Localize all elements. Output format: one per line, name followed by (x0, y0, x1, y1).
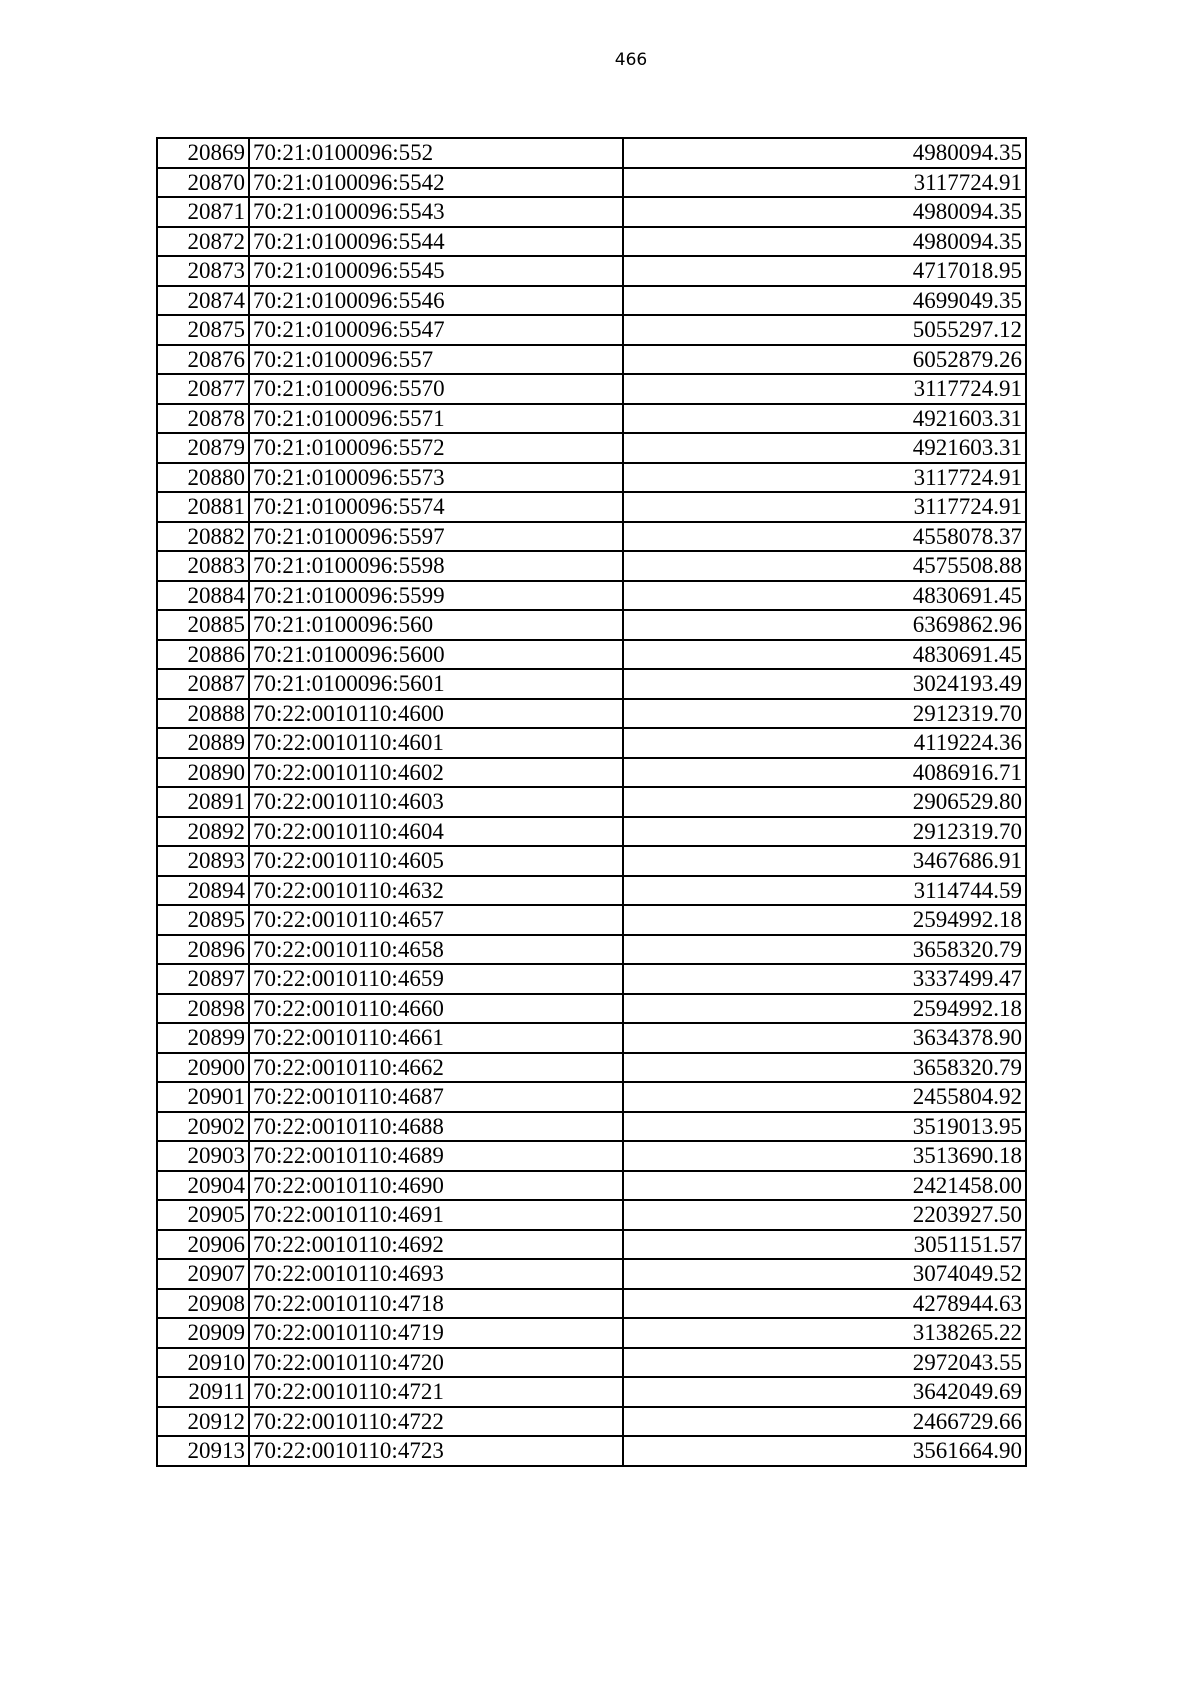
cadastral-value-cell: 4717018.95 (623, 256, 1026, 286)
cadastral-number-cell: 70:21:0100096:5547 (249, 315, 623, 345)
cadastral-value-cell: 2906529.80 (623, 787, 1026, 817)
cadastral-value-cell: 2455804.92 (623, 1082, 1026, 1112)
cadastral-value-cell: 6052879.26 (623, 345, 1026, 375)
cadastral-number-cell: 70:21:0100096:5543 (249, 197, 623, 227)
table-row (157, 492, 1026, 522)
cadastral-value-cell: 4830691.45 (623, 581, 1026, 611)
cadastral-value-cell: 6369862.96 (623, 610, 1026, 640)
cadastral-number-cell: 70:22:0010110:4722 (249, 1407, 623, 1437)
cadastral-value-cell: 2421458.00 (623, 1171, 1026, 1201)
table-row (157, 817, 1026, 847)
table-row (157, 551, 1026, 581)
table-row (157, 1171, 1026, 1201)
row-number-cell: 20882 (157, 522, 249, 552)
row-number-cell: 20911 (157, 1377, 249, 1407)
row-number-cell: 20875 (157, 315, 249, 345)
cadastral-value-cell: 4921603.31 (623, 404, 1026, 434)
cadastral-number-cell: 70:22:0010110:4661 (249, 1023, 623, 1053)
table-row (157, 286, 1026, 316)
row-number-cell: 20874 (157, 286, 249, 316)
table-row (157, 728, 1026, 758)
cadastral-value-cell: 4278944.63 (623, 1289, 1026, 1319)
cadastral-number-cell: 70:22:0010110:4688 (249, 1112, 623, 1142)
row-number-cell: 20876 (157, 345, 249, 375)
table-row (157, 197, 1026, 227)
cadastral-value-cell: 3467686.91 (623, 846, 1026, 876)
table-row (157, 1082, 1026, 1112)
cadastral-number-cell: 70:21:0100096:5574 (249, 492, 623, 522)
row-number-cell: 20906 (157, 1230, 249, 1260)
cadastral-number-cell: 70:22:0010110:4600 (249, 699, 623, 729)
row-number-cell: 20888 (157, 699, 249, 729)
table-row (157, 345, 1026, 375)
row-number-cell: 20901 (157, 1082, 249, 1112)
table-row (157, 1230, 1026, 1260)
row-number-cell: 20880 (157, 463, 249, 493)
row-number-cell: 20900 (157, 1053, 249, 1083)
table-row (157, 640, 1026, 670)
row-number-cell: 20881 (157, 492, 249, 522)
row-number-cell: 20913 (157, 1436, 249, 1466)
row-number-cell: 20893 (157, 846, 249, 876)
cadastral-value-cell: 3051151.57 (623, 1230, 1026, 1260)
row-number-cell: 20912 (157, 1407, 249, 1437)
table-row (157, 1200, 1026, 1230)
cadastral-number-cell: 70:22:0010110:4604 (249, 817, 623, 847)
row-number-cell: 20896 (157, 935, 249, 965)
table-row (157, 1407, 1026, 1437)
cadastral-number-cell: 70:22:0010110:4718 (249, 1289, 623, 1319)
cadastral-value-cell: 4558078.37 (623, 522, 1026, 552)
cadastral-value-cell: 4575508.88 (623, 551, 1026, 581)
row-number-cell: 20885 (157, 610, 249, 640)
cadastral-value-cell: 4699049.35 (623, 286, 1026, 316)
cadastral-value-cell: 3634378.90 (623, 1023, 1026, 1053)
table-row (157, 1377, 1026, 1407)
table-row (157, 256, 1026, 286)
cadastral-number-cell: 70:22:0010110:4687 (249, 1082, 623, 1112)
cadastral-number-cell: 70:22:0010110:4691 (249, 1200, 623, 1230)
table-row (157, 699, 1026, 729)
row-number-cell: 20891 (157, 787, 249, 817)
row-number-cell: 20903 (157, 1141, 249, 1171)
cadastral-number-cell: 70:22:0010110:4662 (249, 1053, 623, 1083)
table-row (157, 994, 1026, 1024)
cadastral-value-cell: 4830691.45 (623, 640, 1026, 670)
cadastral-value-cell: 4119224.36 (623, 728, 1026, 758)
table-row (157, 905, 1026, 935)
cadastral-number-cell: 70:22:0010110:4605 (249, 846, 623, 876)
cadastral-value-cell: 3117724.91 (623, 168, 1026, 198)
cadastral-number-cell: 70:21:0100096:5601 (249, 669, 623, 699)
row-number-cell: 20889 (157, 728, 249, 758)
cadastral-value-cell: 3519013.95 (623, 1112, 1026, 1142)
table-row (157, 964, 1026, 994)
cadastral-value-cell: 2594992.18 (623, 994, 1026, 1024)
cadastral-number-cell: 70:21:0100096:5600 (249, 640, 623, 670)
row-number-cell: 20887 (157, 669, 249, 699)
cadastral-number-cell: 70:21:0100096:552 (249, 138, 623, 168)
row-number-cell: 20877 (157, 374, 249, 404)
cadastral-value-cell: 3117724.91 (623, 463, 1026, 493)
table-row (157, 433, 1026, 463)
cadastral-number-cell: 70:22:0010110:4601 (249, 728, 623, 758)
cadastral-number-cell: 70:21:0100096:557 (249, 345, 623, 375)
cadastral-value-cell: 3114744.59 (623, 876, 1026, 906)
cadastral-number-cell: 70:22:0010110:4689 (249, 1141, 623, 1171)
cadastral-number-cell: 70:21:0100096:5571 (249, 404, 623, 434)
cadastral-number-cell: 70:21:0100096:5573 (249, 463, 623, 493)
row-number-cell: 20908 (157, 1289, 249, 1319)
cadastral-number-cell: 70:21:0100096:5597 (249, 522, 623, 552)
row-number-cell: 20898 (157, 994, 249, 1024)
table-row (157, 1259, 1026, 1289)
table-row (157, 315, 1026, 345)
cadastral-value-cell: 3658320.79 (623, 1053, 1026, 1083)
cadastral-number-cell: 70:22:0010110:4720 (249, 1348, 623, 1378)
cadastral-number-cell: 70:22:0010110:4602 (249, 758, 623, 788)
cadastral-number-cell: 70:22:0010110:4658 (249, 935, 623, 965)
row-number-cell: 20904 (157, 1171, 249, 1201)
cadastral-value-cell: 3117724.91 (623, 492, 1026, 522)
cadastral-number-cell: 70:22:0010110:4657 (249, 905, 623, 935)
table-row (157, 1436, 1026, 1466)
row-number-cell: 20883 (157, 551, 249, 581)
cadastral-value-table (156, 137, 1027, 1467)
cadastral-number-cell: 70:22:0010110:4660 (249, 994, 623, 1024)
cadastral-value-cell: 2972043.55 (623, 1348, 1026, 1378)
cadastral-number-cell: 70:22:0010110:4603 (249, 787, 623, 817)
cadastral-value-cell: 5055297.12 (623, 315, 1026, 345)
table-row (157, 935, 1026, 965)
cadastral-value-cell: 2203927.50 (623, 1200, 1026, 1230)
table-row (157, 758, 1026, 788)
table-row (157, 581, 1026, 611)
cadastral-number-cell: 70:22:0010110:4719 (249, 1318, 623, 1348)
table-row (157, 1112, 1026, 1142)
cadastral-number-cell: 70:21:0100096:5599 (249, 581, 623, 611)
cadastral-value-cell: 3658320.79 (623, 935, 1026, 965)
table-row (157, 846, 1026, 876)
cadastral-value-cell: 4980094.35 (623, 138, 1026, 168)
cadastral-number-cell: 70:22:0010110:4659 (249, 964, 623, 994)
table-row (157, 168, 1026, 198)
row-number-cell: 20899 (157, 1023, 249, 1053)
row-number-cell: 20909 (157, 1318, 249, 1348)
row-number-cell: 20870 (157, 168, 249, 198)
row-number-cell: 20879 (157, 433, 249, 463)
table-row (157, 610, 1026, 640)
table-row (157, 1053, 1026, 1083)
table-body (157, 138, 1026, 1466)
cadastral-value-cell: 4980094.35 (623, 227, 1026, 257)
row-number-cell: 20902 (157, 1112, 249, 1142)
cadastral-value-cell: 3138265.22 (623, 1318, 1026, 1348)
cadastral-number-cell: 70:21:0100096:5572 (249, 433, 623, 463)
cadastral-number-cell: 70:21:0100096:5542 (249, 168, 623, 198)
table-row (157, 1318, 1026, 1348)
cadastral-value-cell: 3513690.18 (623, 1141, 1026, 1171)
row-number-cell: 20892 (157, 817, 249, 847)
page-number: 466 (614, 50, 648, 70)
table-row (157, 227, 1026, 257)
cadastral-number-cell: 70:21:0100096:5570 (249, 374, 623, 404)
cadastral-value-cell: 2912319.70 (623, 817, 1026, 847)
row-number-cell: 20886 (157, 640, 249, 670)
row-number-cell: 20894 (157, 876, 249, 906)
table-row (157, 1289, 1026, 1319)
cadastral-value-cell: 3561664.90 (623, 1436, 1026, 1466)
cadastral-value-cell: 3074049.52 (623, 1259, 1026, 1289)
cadastral-value-cell: 3024193.49 (623, 669, 1026, 699)
row-number-cell: 20895 (157, 905, 249, 935)
cadastral-number-cell: 70:22:0010110:4632 (249, 876, 623, 906)
row-number-cell: 20878 (157, 404, 249, 434)
cadastral-number-cell: 70:22:0010110:4723 (249, 1436, 623, 1466)
cadastral-value-cell: 2912319.70 (623, 699, 1026, 729)
table-row (157, 669, 1026, 699)
cadastral-number-cell: 70:22:0010110:4690 (249, 1171, 623, 1201)
cadastral-value-cell: 4086916.71 (623, 758, 1026, 788)
row-number-cell: 20907 (157, 1259, 249, 1289)
row-number-cell: 20897 (157, 964, 249, 994)
cadastral-number-cell: 70:22:0010110:4692 (249, 1230, 623, 1260)
table-row (157, 522, 1026, 552)
row-number-cell: 20871 (157, 197, 249, 227)
cadastral-number-cell: 70:21:0100096:5546 (249, 286, 623, 316)
row-number-cell: 20890 (157, 758, 249, 788)
row-number-cell: 20873 (157, 256, 249, 286)
cadastral-number-cell: 70:22:0010110:4721 (249, 1377, 623, 1407)
cadastral-number-cell: 70:21:0100096:5598 (249, 551, 623, 581)
table-row (157, 463, 1026, 493)
table-row (157, 1023, 1026, 1053)
cadastral-value-cell: 3337499.47 (623, 964, 1026, 994)
table-row (157, 1348, 1026, 1378)
table-row (157, 787, 1026, 817)
cadastral-value-cell: 4921603.31 (623, 433, 1026, 463)
cadastral-value-cell: 3642049.69 (623, 1377, 1026, 1407)
row-number-cell: 20872 (157, 227, 249, 257)
row-number-cell: 20910 (157, 1348, 249, 1378)
cadastral-value-cell: 2594992.18 (623, 905, 1026, 935)
cadastral-number-cell: 70:22:0010110:4693 (249, 1259, 623, 1289)
row-number-cell: 20905 (157, 1200, 249, 1230)
row-number-cell: 20884 (157, 581, 249, 611)
table-row (157, 404, 1026, 434)
table-row (157, 876, 1026, 906)
cadastral-number-cell: 70:21:0100096:5545 (249, 256, 623, 286)
table-row (157, 374, 1026, 404)
cadastral-value-cell: 4980094.35 (623, 197, 1026, 227)
cadastral-value-cell: 2466729.66 (623, 1407, 1026, 1437)
cadastral-number-cell: 70:21:0100096:5544 (249, 227, 623, 257)
row-number-cell: 20869 (157, 138, 249, 168)
table-row (157, 1141, 1026, 1171)
table-row (157, 138, 1026, 168)
cadastral-value-cell: 3117724.91 (623, 374, 1026, 404)
cadastral-number-cell: 70:21:0100096:560 (249, 610, 623, 640)
